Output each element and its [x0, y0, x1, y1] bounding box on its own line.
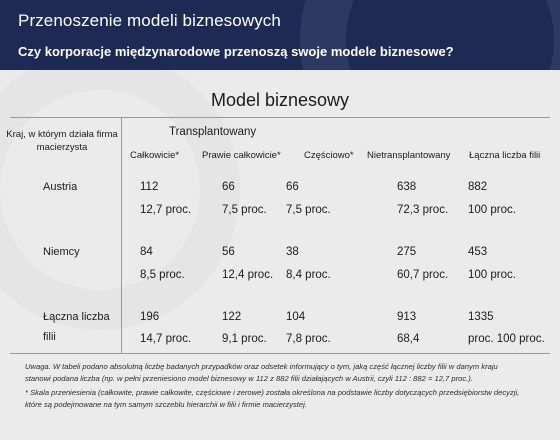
table-cell: 72,3 proc.: [397, 204, 449, 216]
table-cell: 66: [222, 181, 235, 193]
table-cell: 122: [222, 311, 242, 323]
table-cell: 638: [397, 181, 417, 193]
table-bottom-divider: [10, 353, 550, 354]
decorative-swirl: [300, 0, 560, 70]
table-cell: 275: [397, 246, 417, 258]
table-cell: 100 proc.: [468, 204, 516, 216]
table-cell: 196: [140, 311, 160, 323]
table-cell: 8,5 proc.: [140, 269, 185, 281]
column-header-total: Łączna liczba filii: [469, 150, 541, 161]
table-cell: 9,1 proc.: [222, 333, 267, 345]
row-label-austria: Austria: [43, 181, 78, 193]
table-cell: 38: [286, 246, 299, 258]
table-cell: 882: [468, 181, 488, 193]
row-label-germany: Niemcy: [43, 246, 80, 258]
page-title: Przenoszenie modeli biznesowych: [18, 11, 281, 30]
column-header-not-transplanted: Nietransplantowany: [367, 150, 451, 161]
title-divider: [10, 117, 550, 118]
table-cell: 12,4 proc.: [222, 269, 274, 281]
column-header-almost-complete: Prawie całkowicie*: [202, 150, 281, 161]
country-column-header: Kraj, w którym działa firma macierzysta: [6, 129, 118, 153]
column-header-partial: Częściowo*: [304, 150, 354, 161]
table-cell: 1335: [468, 311, 494, 323]
table-cell: 913: [397, 311, 417, 323]
table-cell: 112: [140, 181, 159, 193]
transplanted-group-header: Transplantowany: [169, 126, 257, 138]
footnote-asterisk: * Skala przeniesienia (całkowite, prawie całkowite, częściowe i zerowe) została określona na podstawie liczby dotyczących przedsiębiorstw decyzji, które są podejmowane na tym samym szczeblu hierarchii w filii i firmie macierzystej.: [25, 388, 520, 409]
table-title: Model biznesowy: [210, 90, 350, 110]
table-cell: 7,5 proc.: [222, 204, 267, 216]
table-cell: 8,4 proc.: [286, 269, 331, 281]
column-divider: [121, 118, 122, 353]
footnotes: [25, 361, 525, 411]
table-cell: 7,5 proc.: [286, 204, 331, 216]
table-cell: proc. 100 proc.: [468, 333, 545, 345]
page-subtitle: Czy korporacje międzynarodowe przenoszą swoje modele biznesowe?: [18, 44, 454, 59]
column-header-complete: Całkowicie*: [130, 150, 180, 161]
table-cell: 7,8 proc.: [286, 333, 331, 345]
table-cell: 66: [286, 181, 299, 193]
table-cell: 84: [140, 246, 153, 258]
table-cell: 104: [286, 311, 306, 323]
table-cell: 68,4: [397, 333, 420, 345]
row-label-total: Łączna liczba filii: [43, 311, 110, 343]
table-cell: 56: [222, 246, 235, 258]
table-panel: [0, 70, 560, 440]
table-cell: 12,7 proc.: [140, 204, 192, 216]
table-cell: 100 proc.: [468, 269, 516, 281]
table-cell: 14,7 proc.: [140, 333, 192, 345]
table-cell: 453: [468, 246, 488, 258]
table-cell: 60,7 proc.: [397, 269, 449, 281]
footnote-note: Uwaga. W tabeli podano absolutną liczbę badanych przypadków oraz odsetek informujący o tym, jaką część łącznej liczby filii w danym kraju stanowi podana liczba (np. w pełni przeniesiono model biznesowy w 112 z 882 filii działających w Austrii, czyli 112 : 882 = 12,7 proc.).: [25, 362, 498, 383]
